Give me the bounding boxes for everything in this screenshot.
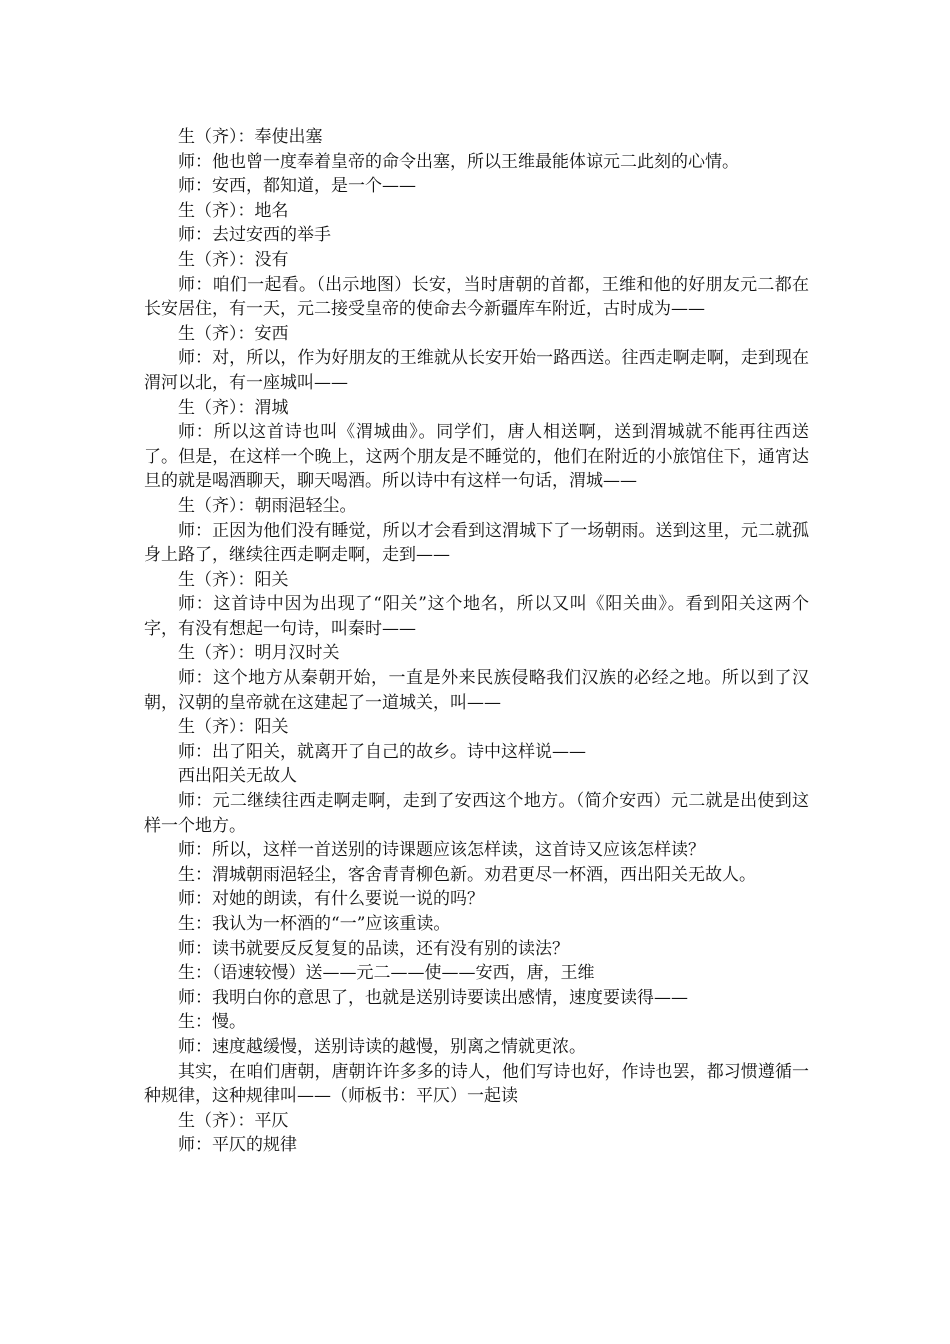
paragraph-4: 生（齐）：地名 — [178, 200, 289, 221]
paragraph-11: 师：所以这首诗也叫《渭城曲》。同学们，唐人相送啊，送到渭城就不能再往西送了。但是，在这样一个晚上，这两个朋友是不睡觉的，他们在附近的小旅馆住下，通宵达旦的就是喝酒聊天，聊天喝酒。所以诗中有这样一句话，渭城—— — [144, 422, 809, 492]
paragraph-2: 师：他也曾一度奉着皇帝的命令出塞，所以王维最能体谅元二此刻的心情。 — [178, 151, 739, 172]
paragraph-28: 师：我明白你的意思了，也就是送别诗要读出感情，速度要读得—— — [178, 987, 688, 1008]
paragraph-7: 师：咱们一起看。（出示地图）长安，当时唐朝的首都，王维和他的好朋友元二都在长安居住，有一天，元二接受皇帝的使命去今新疆库车附近，古时成为—— — [144, 274, 809, 320]
paragraph-16: 生（齐）：明月汉时关 — [178, 643, 340, 664]
paragraph-23: 生：渭城朝雨浥轻尘，客舍青青柳色新。劝君更尽一杯酒，西出阳关无故人。 — [178, 864, 756, 885]
paragraph-13: 师：正因为他们没有睡觉，所以才会看到这渭城下了一场朝雨。送到这里，元二就孤身上路了，继续往西走啊走啊，走到—— — [144, 520, 809, 566]
paragraph-5: 师：去过安西的举手 — [178, 225, 331, 246]
paragraph-9: 师：对，所以，作为好朋友的王维就从长安开始一路西送。往西走啊走啊，走到现在渭河以北，有一座城叫—— — [144, 348, 809, 393]
paragraph-32: 生（齐）：平仄 — [178, 1110, 289, 1131]
paragraph-3: 师：安西，都知道，是一个—— — [178, 176, 416, 197]
paragraph-30: 师：速度越缓慢，送别诗读的越慢，别离之情就更浓。 — [178, 1036, 586, 1057]
paragraph-19: 师：出了阳关，就离开了自己的故乡。诗中这样说—— — [178, 741, 586, 762]
paragraph-22: 师：所以，这样一首送别的诗课题应该怎样读，这首诗又应该怎样读？ — [178, 840, 705, 861]
paragraph-14: 生（齐）：阳关 — [178, 569, 289, 590]
paragraph-26: 师：读书就要反反复复的品读，还有没有别的读法？ — [178, 938, 569, 959]
paragraph-25: 生：我认为一杯酒的“一”应该重读。 — [178, 914, 451, 934]
paragraph-8: 生（齐）：安西 — [178, 323, 289, 344]
paragraph-6: 生（齐）：没有 — [178, 249, 289, 270]
paragraph-21: 师：元二继续往西走啊走啊，走到了安西这个地方。（简介安西）元二就是出使到这样一个地方。 — [144, 791, 809, 836]
paragraph-20: 西出阳关无故人 — [178, 766, 297, 787]
paragraph-1: 生（齐）：奉使出塞 — [178, 127, 323, 147]
paragraph-27: 生：（语速较慢）送——元二——使——安西，唐，王维 — [178, 963, 595, 984]
paragraph-31: 其实，在咱们唐朝，唐朝许许多多的诗人，他们写诗也好，作诗也罢，都习惯遵循一种规律，这种规律叫——（师板书：平仄）一起读 — [144, 1061, 809, 1107]
document-body — [144, 125, 809, 1158]
paragraph-17: 师：这个地方从秦朝开始，一直是外来民族侵略我们汉族的必经之地。所以到了汉朝，汉朝的皇帝就在这建起了一道城关，叫—— — [144, 668, 809, 713]
paragraph-12: 生（齐）：朝雨浥轻尘。 — [178, 495, 357, 516]
paragraph-18: 生（齐）：阳关 — [178, 717, 289, 738]
paragraph-10: 生（齐）：渭城 — [178, 397, 289, 418]
paragraph-33: 师：平仄的规律 — [178, 1135, 297, 1156]
paragraph-24: 师：对她的朗读，有什么要说一说的吗？ — [178, 889, 484, 910]
paragraph-29: 生：慢。 — [178, 1012, 246, 1033]
paragraph-15: 师：这首诗中因为出现了“阳关”这个地名，所以又叫《阳关曲》。看到阳关这两个字，有没有想起一句诗，叫秦时—— — [144, 594, 809, 639]
